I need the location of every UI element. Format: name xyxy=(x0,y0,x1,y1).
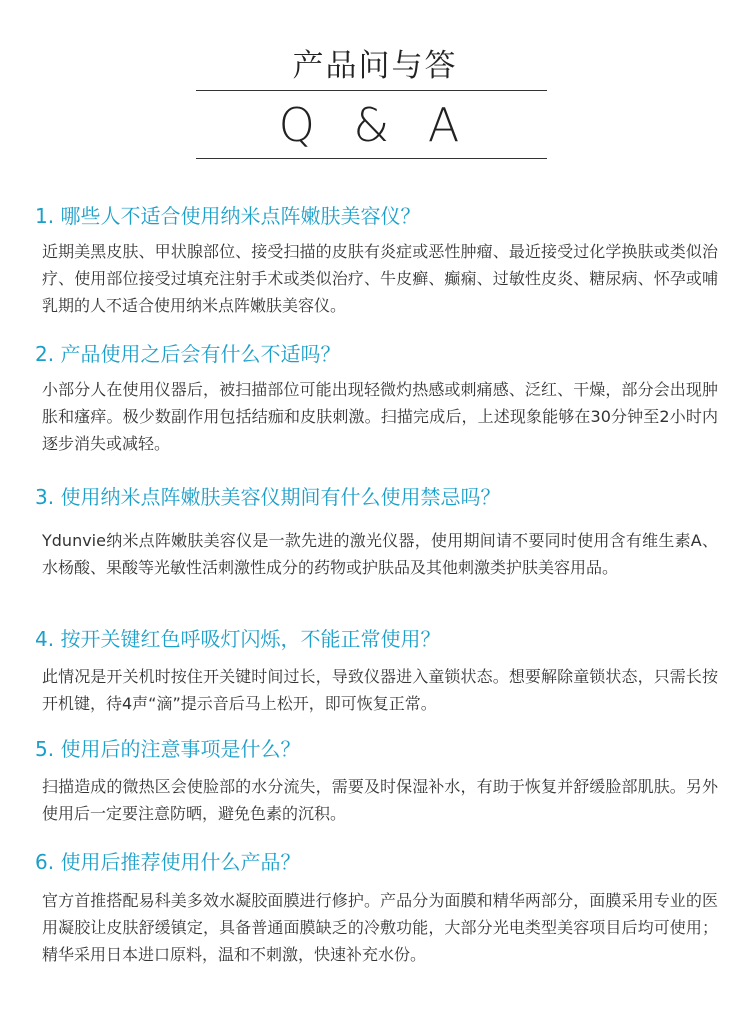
faq-answer: 近期美黑皮肤、甲状腺部位、接受扫描的皮肤有炎症或恶性肿瘤、最近接受过化学换肤或类似治疗、使用部位接受过填充注射手术或类似治疗、牛皮癣、癫痫、过敏性皮炎、糖尿病、怀孕或哺乳期的人不适合使用纳米点阵嫩肤美容仪。 xyxy=(42,242,718,315)
faq-question: 1. 哪些人不适合使用纳米点阵嫩肤美容仪？ xyxy=(35,204,421,228)
faq-question: 6. 使用后推荐使用什么产品？ xyxy=(35,850,301,874)
faq-item-4 xyxy=(34,625,724,717)
page-subtitle: Q & A xyxy=(278,98,472,152)
faq-item-2 xyxy=(34,340,724,457)
faq-item-5 xyxy=(34,735,724,827)
title-divider-bottom xyxy=(196,158,547,159)
faq-item-6 xyxy=(34,848,724,968)
faq-answer: 此情况是开关机时按住开关键时间过长，导致仪器进入童锁状态。想要解除童锁状态，只需长按开机键，待4声“滴”提示音后马上松开，即可恢复正常。 xyxy=(42,667,718,713)
faq-question: 4. 按开关键红色呼吸灯闪烁，不能正常使用？ xyxy=(35,627,441,651)
faq-answer: 官方首推搭配易科美多效水凝胶面膜进行修护。产品分为面膜和精华两部分，面膜采用专业的医用凝胶让皮肤舒缓镇定，具备普通面膜缺乏的冷敷功能，大部分光电类型美容项目后均可使用；精华采用日本进口原料，温和不刺激，快速补充水份。 xyxy=(42,891,718,964)
faq-answer: Ydunvie纳米点阵嫩肤美容仪是一款先进的激光仪器，使用期间请不要同时使用含有维生素A、水杨酸、果酸等光敏性活刺激性成分的药物或护肤品及其他刺激类护肤美容用品。 xyxy=(42,531,718,577)
faq-answer: 扫描造成的微热区会使脸部的水分流失，需要及时保湿补水，有助于恢复并舒缓脸部肌肤。另外使用后一定要注意防晒，避免色素的沉积。 xyxy=(42,777,718,823)
faq-question: 2. 产品使用之后会有什么不适吗？ xyxy=(35,342,341,366)
faq-item-3 xyxy=(34,483,724,581)
faq-item-1 xyxy=(34,202,724,319)
page-title: 产品问与答 xyxy=(292,48,458,84)
faq-question: 5. 使用后的注意事项是什么？ xyxy=(35,737,301,761)
faq-answer: 小部分人在使用仪器后，被扫描部位可能出现轻微灼热感或刺痛感、泛红、干燥，部分会出现肿胀和瘙痒。极少数副作用包括结痂和皮肤刺激。扫描完成后，上述现象能够在30分钟至2小时内逐步消失或减轻。 xyxy=(42,380,718,453)
title-divider-top xyxy=(196,90,547,91)
faq-question: 3. 使用纳米点阵嫩肤美容仪期间有什么使用禁忌吗？ xyxy=(35,485,501,509)
